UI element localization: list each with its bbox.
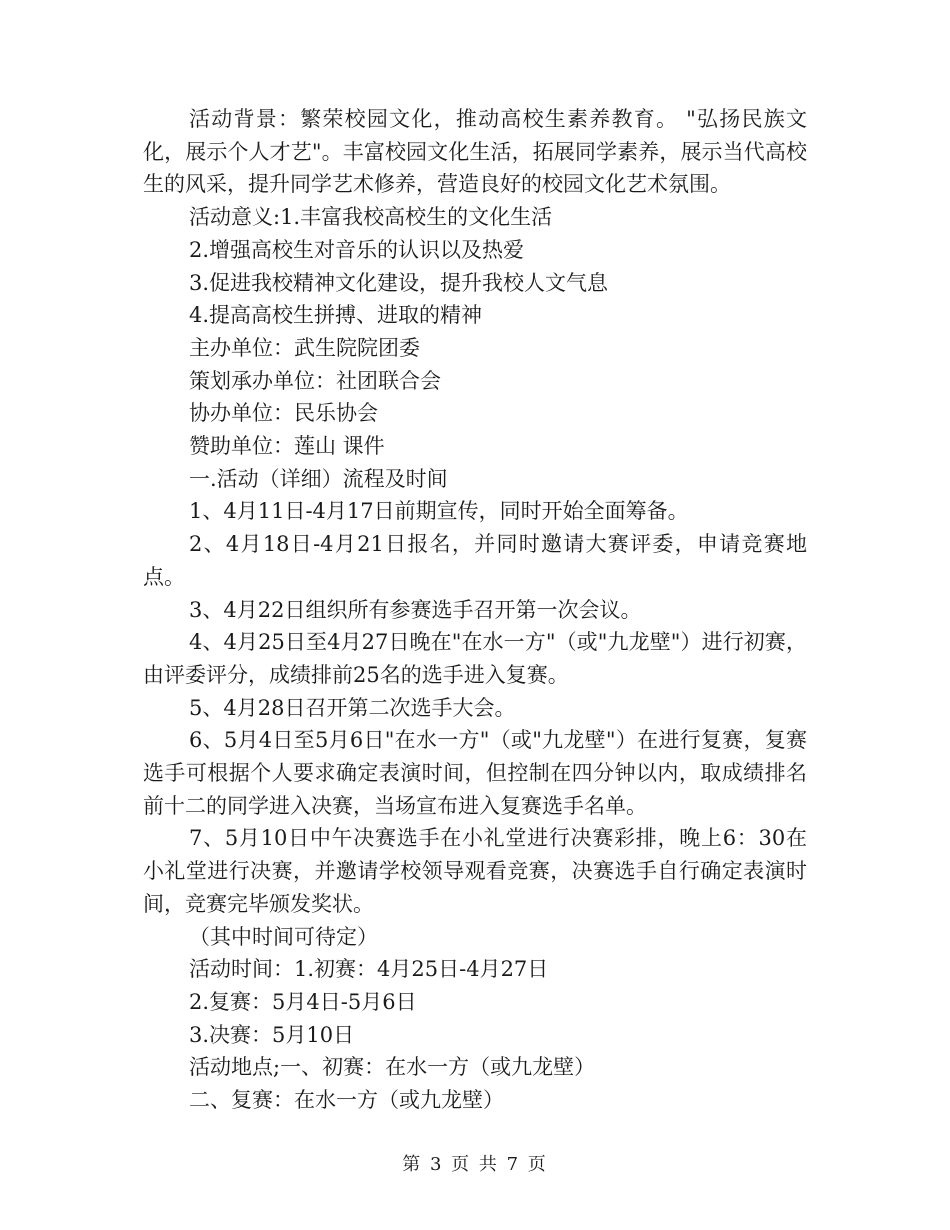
process-step-2: 2、4月18日-4月21日报名，并同时邀请大赛评委，申请竞赛地点。: [143, 532, 807, 589]
paragraph-background: 活动背景：繁荣校园文化，推动高校生素养教育。 "弘扬民族文化，展示个人才艺"。丰富校园文化生活，拓展同学素养，展示当代高校生的风采，提升同学艺术修养，营造良好的校园文化艺术氛围。: [143, 107, 807, 197]
paragraph-co-organizer: 协办单位：民乐协会: [189, 401, 378, 426]
paragraph-sponsor: 赞助单位：莲山 课件: [189, 434, 385, 459]
paragraph-activity-time-2: 2.复赛：5月4日-5月6日: [189, 989, 417, 1014]
paragraph-activity-time: 活动时间：1.初赛：4月25日-4月27日: [189, 957, 549, 982]
paragraph-venue: 活动地点;一、初赛：在水一方（或九龙壁）: [189, 1055, 596, 1080]
paragraph-time-note: （其中时间可待定）: [189, 924, 378, 949]
paragraph-planner: 策划承办单位：社团联合会: [189, 368, 441, 393]
paragraph-significance-2: 2.增强高校生对音乐的认识以及热爱: [189, 237, 525, 262]
process-step-6: 6、5月4日至5月6日"在水一方"（或"九龙壁"）在进行复赛，复赛选手可根据个人要求确定表演时间，但控制在四分钟以内，取成绩排名前十二的同学进入决赛，当场宣布进入复赛选手名单。: [143, 728, 807, 818]
process-step-4: 4、4月25日至4月27日晚在"在水一方"（或"九龙壁"）进行初赛，由评委评分，成绩排前25名的选手进入复赛。: [143, 630, 807, 687]
paragraph-significance-4: 4.提高高校生拼搏、进取的精神: [189, 303, 483, 328]
process-step-3: 3、4月22日组织所有参赛选手召开第一次会议。: [189, 597, 642, 622]
paragraph-significance: 活动意义:1.丰富我校高校生的文化生活: [189, 205, 553, 230]
paragraph-activity-time-3: 3.决赛：5月10日: [189, 1022, 355, 1047]
section-heading-process: 一.活动（详细）流程及时间: [189, 466, 448, 491]
page-number-footer: 第 3 页 共 7 页: [402, 1154, 548, 1175]
process-step-1: 1、4月11日-4月17日前期宣传，同时开始全面筹备。: [189, 499, 689, 524]
paragraph-organizer: 主办单位：武生院院团委: [189, 335, 420, 360]
paragraph-venue-2: 二、复赛：在水一方（或九龙壁）: [189, 1088, 504, 1113]
process-step-7: 7、5月10日中午决赛选手在小礼堂进行决赛彩排，晚上6：30在小礼堂进行决赛，并邀请学校领导观看竞赛，决赛选手自行确定表演时间，竞赛完毕颁发奖状。: [143, 826, 807, 916]
document-body: [143, 103, 807, 1117]
paragraph-significance-3: 3.促进我校精神文化建设，提升我校人文气息: [189, 270, 609, 295]
process-step-5: 5、4月28日召开第二次选手大会。: [189, 695, 516, 720]
